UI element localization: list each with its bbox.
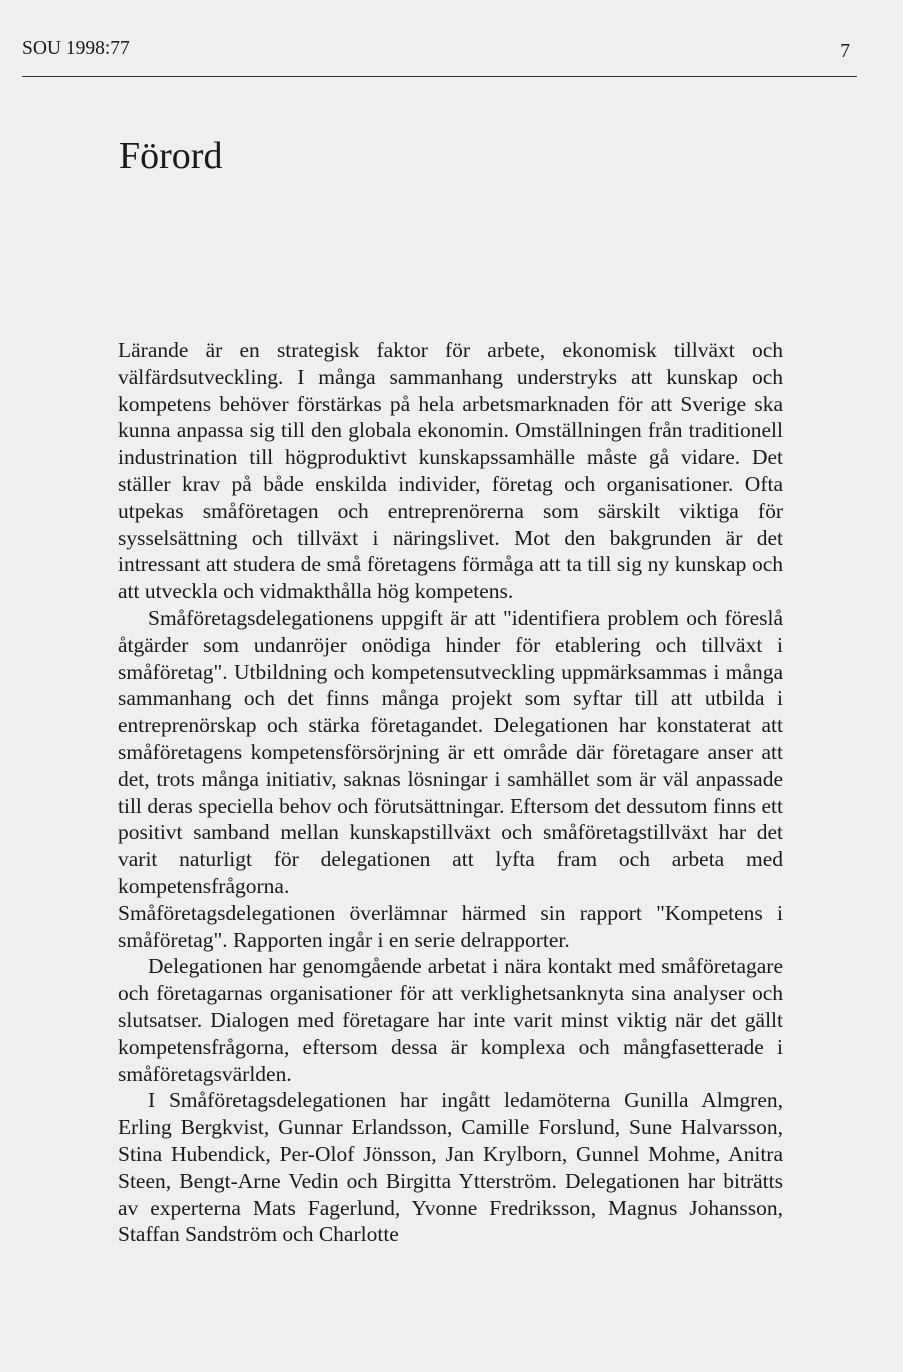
page-title: Förord [119,135,223,177]
paragraph-members: I Småföretagsdelegationen har ingått ledamöterna Gunilla Almgren, Erling Bergkvist, Gunnar Erlandsson, Camille Forslund, Sune Halvarsson, Stina Hubendick, Per-Olof Jönsson, Jan Krylborn, Gunnel Mohme, Anitra Steen, Bengt-Arne Vedin och Birgitta Ytterström. Delegationen har biträtts av experterna Mats Fagerlund, Yvonne Fredriksson, Magnus Johansson, Staffan Sandström och Charlotte [118,1088,783,1247]
header-divider [22,76,857,77]
page-number: 7 [840,41,850,62]
paragraph-intro: Lärande är en strategisk faktor för arbete, ekonomisk tillväxt och välfärdsutveckling. I många sammanhang understryks att kunskap och kompetens behöver förstärkas på hela arbetsmarknaden för att Sverige ska kunna anpassa sig till den globala ekonomin. Omställningen från traditionell industrination till högproduktivt kunskapssamhälle måste gå vidare. Det ställer krav på både enskilda individer, företag och organisationer. Ofta utpekas småföretagen och entreprenörerna som särskilt viktiga för sysselsättning och tillväxt i näringslivet. Mot den bakgrunden är det intressant att studera de små företagens förmåga att ta till sig ny kunskap och att utveckla och vidmakthålla hög kompetens. [118,338,783,604]
paragraph-dialogue: Delegationen har genomgående arbetat i nära kontakt med småföretagare och företagarnas organisationer för att verklighetsanknyta sina analyser och slutsatser. Dialogen med företagare har inte varit minst viktig när det gällt kompetensfrågorna, eftersom dessa är komplexa och mångfasetterade i småföretagsvärlden. [118,954,783,1086]
paragraph-report: Småföretagsdelegationen överlämnar härmed sin rapport "Kompetens i småföretag". Rapporten ingår i en serie delrapporter. [118,900,783,952]
page-header [22,38,858,68]
body-text [118,337,783,1248]
series-label: SOU 1998:77 [22,38,130,59]
paragraph-task: Småföretagsdelegationens uppgift är att "identifiera problem och föreslå åtgärder som undanröjer onödiga hinder för etablering och tillväxt i småföretag". Utbildning och kompetensutveckling uppmärksammas i många sammanhang och det finns många projekt som syftar till att utbilda i entreprenörskap och stärka företagandet. Delegationen har konstaterat att småföretagens kompetensförsörjning är ett område där företagare anser att det, trots många initiativ, saknas lösningar i samhället som är väl anpassade till deras speciella behov och förutsättningar. Eftersom det dessutom finns ett positivt samband mellan kunskapstillväxt och småföretagstillväxt har det varit naturligt för delegationen att lyfta fram och arbeta med kompetensfrågorna. [118,605,783,898]
